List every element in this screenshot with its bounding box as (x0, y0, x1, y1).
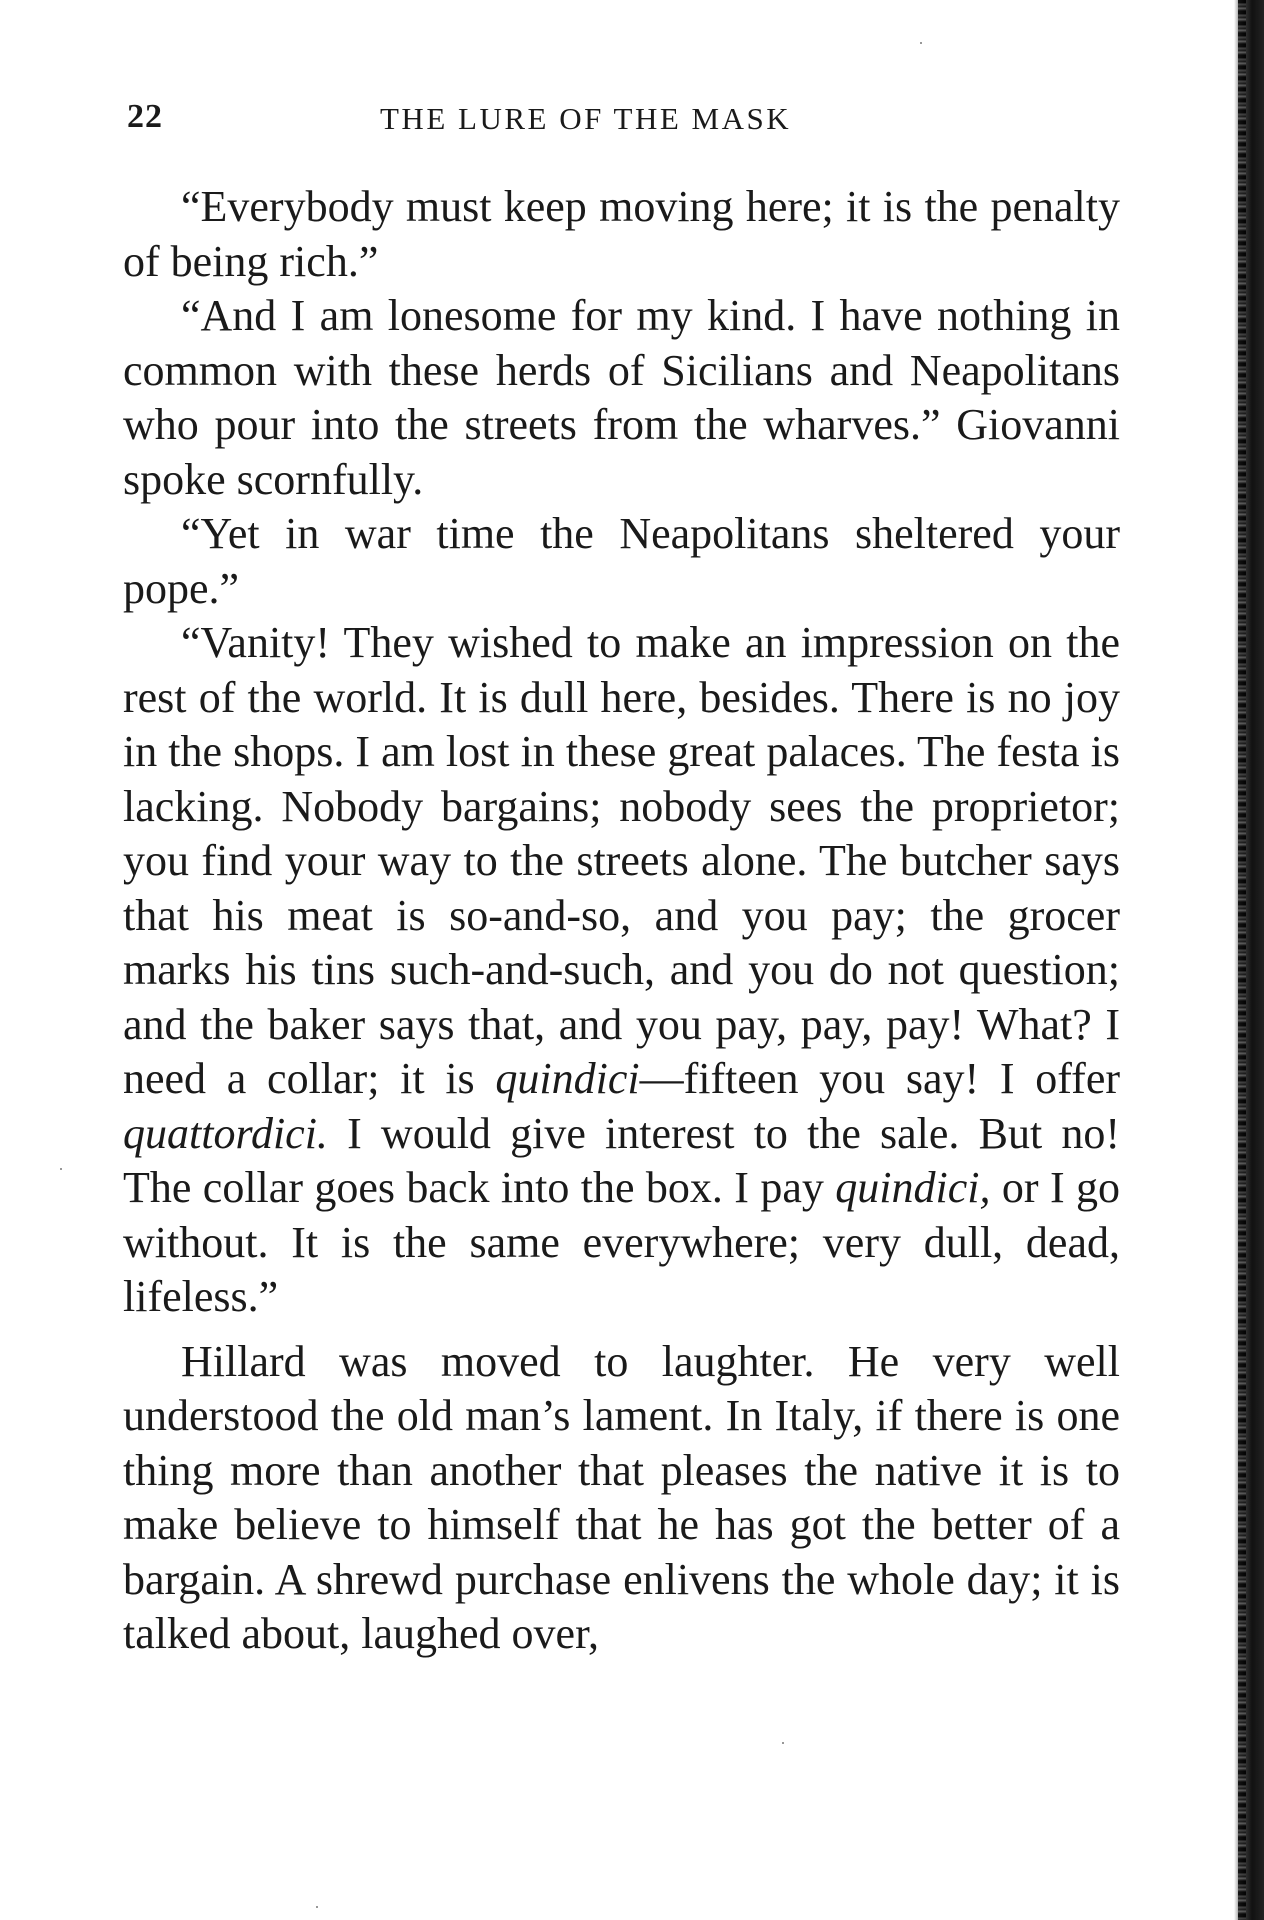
page-number: 22 (127, 98, 163, 135)
page-edge-scan-noise (1238, 0, 1246, 1920)
paragraph: “Everybody must keep moving here; it is the penalty of being rich.” (123, 182, 1120, 286)
italic-word: quindici (495, 1054, 640, 1103)
running-title: THE LURE OF THE MASK (380, 101, 792, 136)
scan-speck (920, 42, 922, 44)
body-text (123, 180, 1120, 1662)
paragraph-text: or I go without. It is the same everywhere; very dull, dead, lifeless.” (123, 1163, 1120, 1321)
scan-speck (60, 1168, 62, 1170)
italic-word: quindici, (835, 1163, 991, 1212)
paragraph-text: —fifteen you say! I offer (639, 1054, 1120, 1103)
italic-word: quattordici. (123, 1108, 328, 1158)
paragraph: “Yet in war time the Neapolitans sheltered your pope.” (123, 509, 1120, 613)
paragraph: “And I am lonesome for my kind. I have nothing in common with these herds of Sicilians and Neapolitans who pour into the streets from the wharves.” Giovanni spoke scornfully. (123, 291, 1120, 504)
paragraph (123, 616, 1120, 1325)
paragraph-text: I would give interest to the sale. But no! The collar goes back into the box. I pay (123, 1108, 1120, 1212)
paragraph: Hillard was moved to laughter. He very well understood the old man’s lament. In Italy, if there is one thing more than another that pleases the native it is to make believe to himself that he has got the better of a bargain. A shrewd purchase enlivens the whole day; it is talked about, laughed over, (123, 1336, 1120, 1658)
paragraph-text: “Vanity! They wished to make an impression on the rest of the world. It is dull here, besides. There is no joy in the shops. I am lost in these great palaces. The festa is lacking. Nobody bargains; nobody sees the proprietor; you find your way to the streets alone. The butcher says that his meat is so-and-so, and you pay; the grocer marks his tins such-and-such, and you do not question; and the baker says that, and you pay, pay, pay! What? I need a collar; it is (123, 618, 1120, 1103)
scan-speck (782, 1742, 784, 1744)
scan-speck (316, 1906, 318, 1908)
